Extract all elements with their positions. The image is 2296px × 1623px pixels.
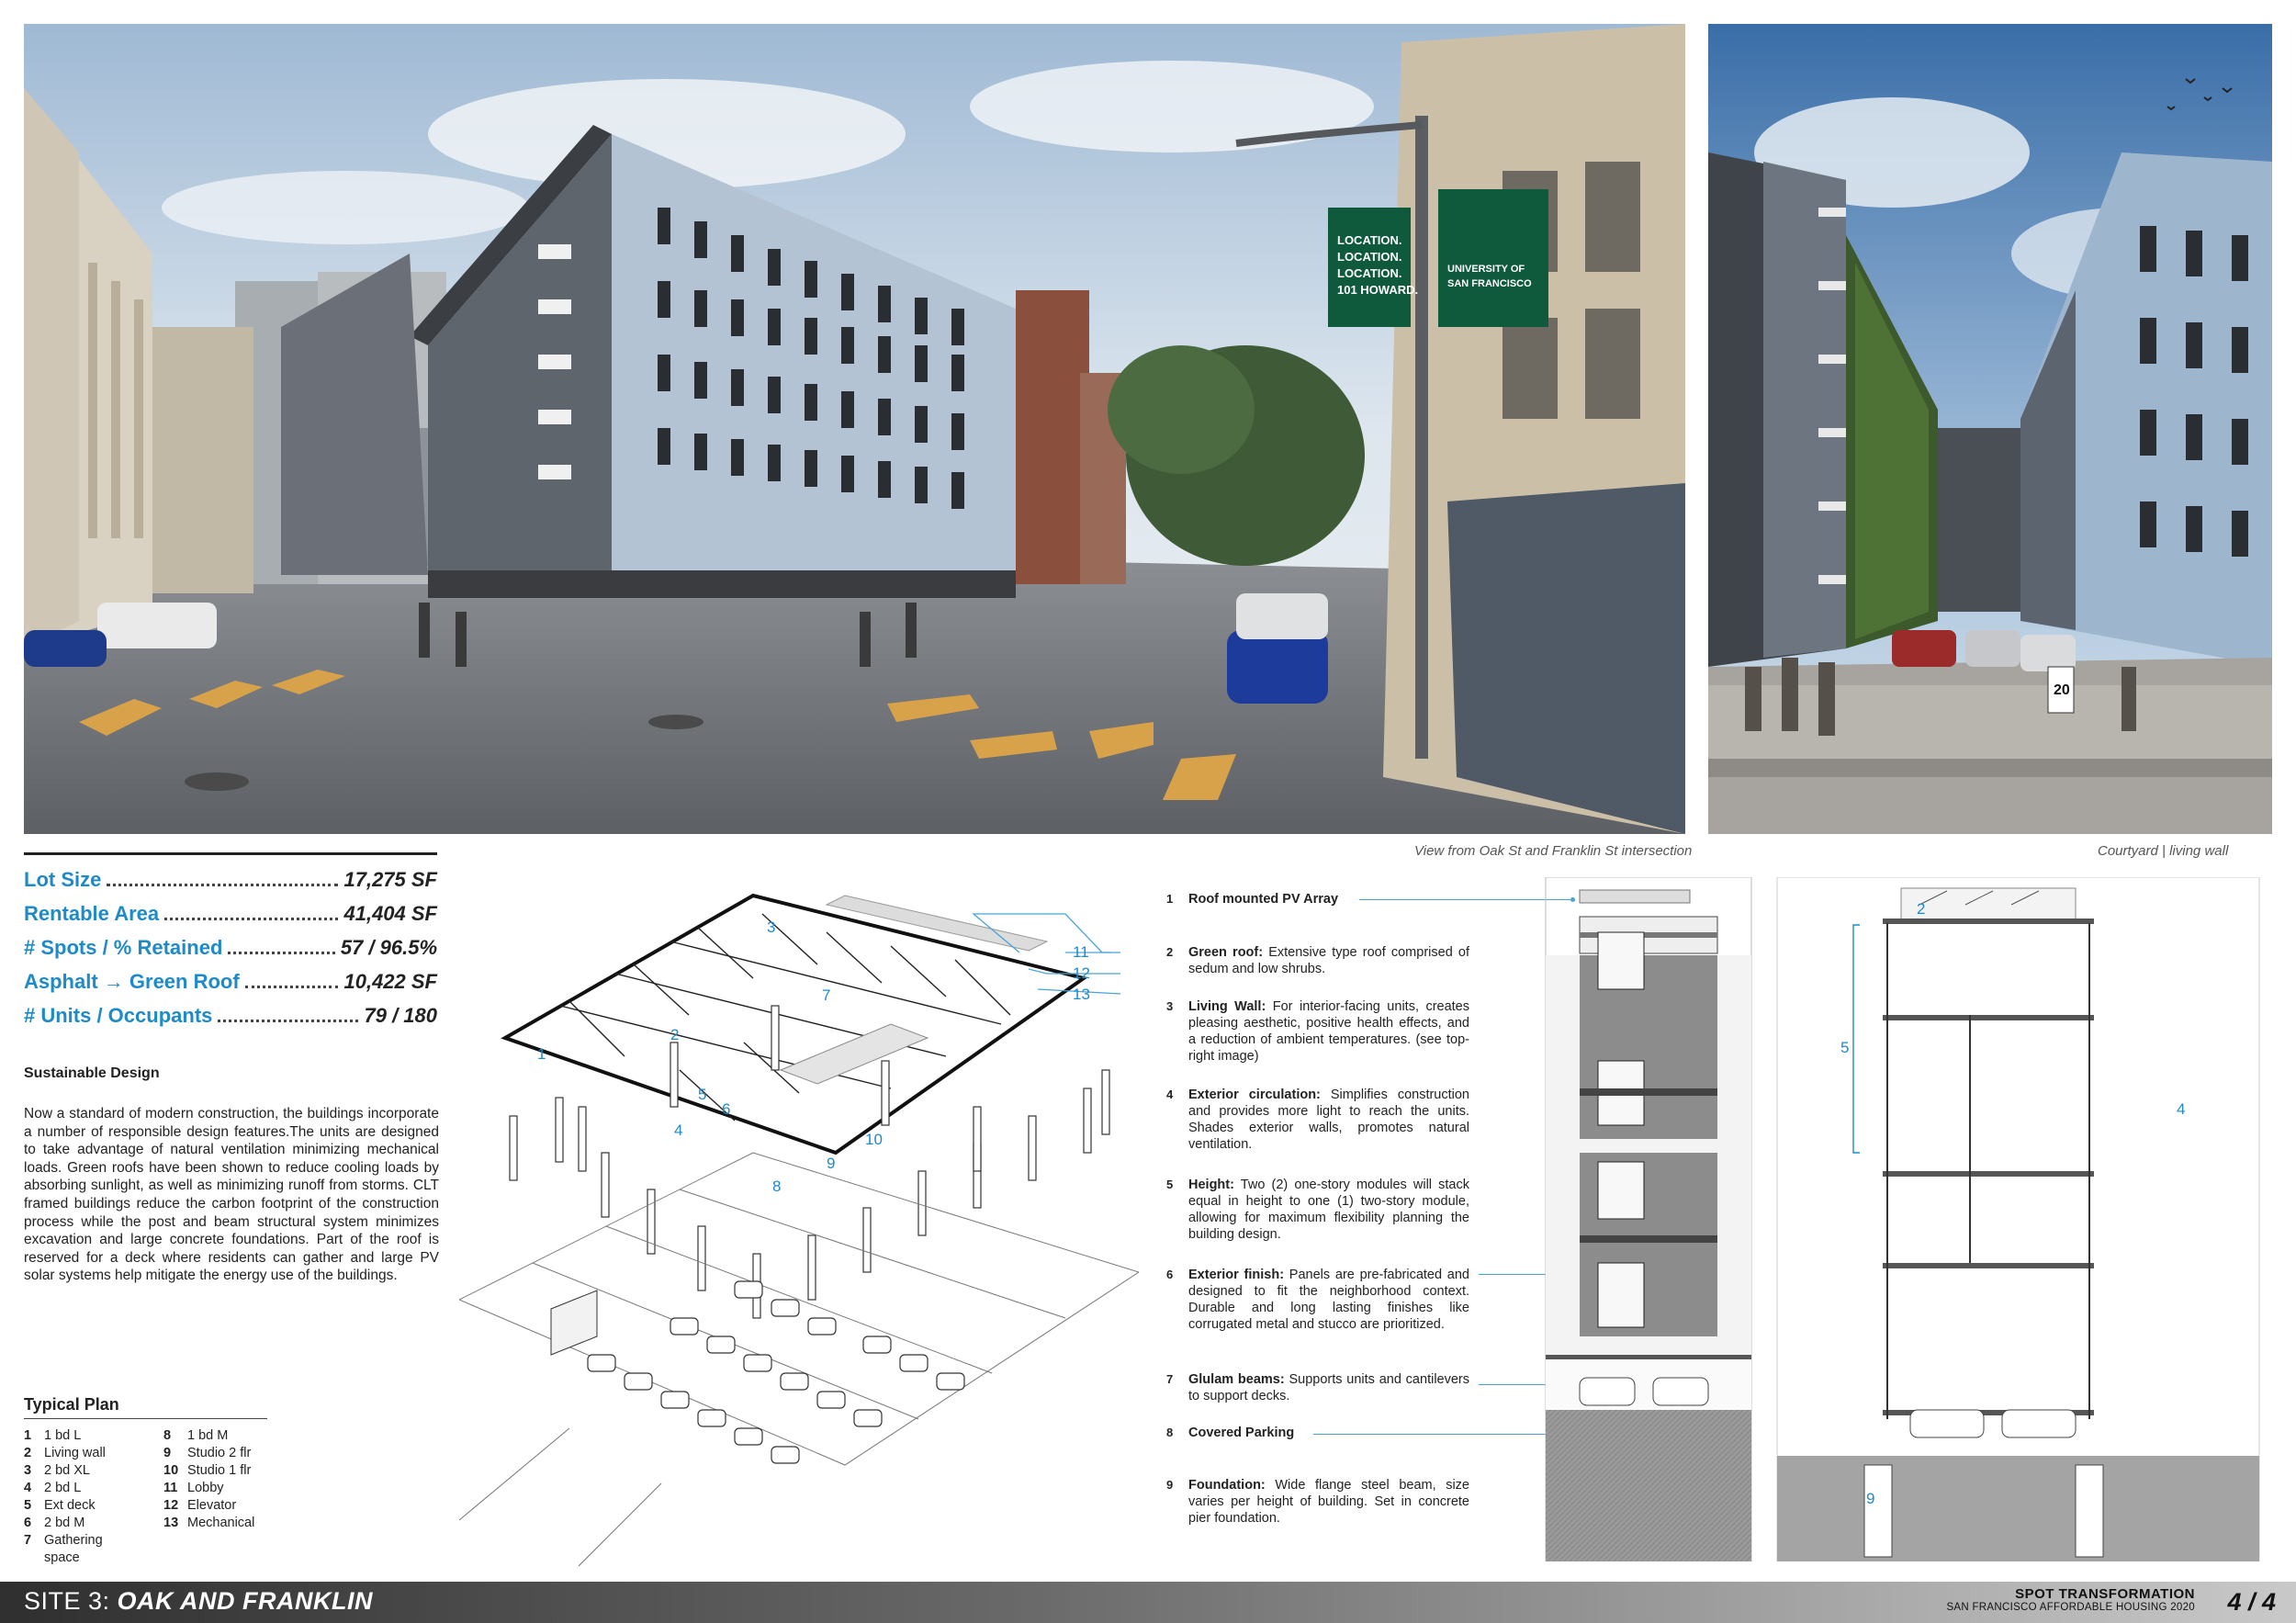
stat-green-roof: [24, 970, 437, 1004]
legend-item: 13 Mechanical: [163, 1516, 255, 1530]
building-section: [1773, 877, 2264, 1561]
legend-item: 6 2 bd M: [24, 1516, 85, 1530]
typical-plan-legend-col2: [163, 1427, 254, 1532]
note-3: 3 Living Wall: For interior-facing units, creates pleasing aesthetic, positive health effects, and a reduction of ambient temperatures. (see top-right image): [1166, 999, 1469, 1064]
street-rendering: [24, 24, 1685, 834]
stat-value: 17,275 SF: [343, 868, 437, 891]
typical-plan-legend-col1: [24, 1427, 106, 1567]
stat-leader-dots: [164, 918, 338, 920]
axon-label-9: 9: [827, 1155, 836, 1172]
street-caption: View from Oak St and Franklin St intersection: [1414, 843, 1693, 859]
axon-label-7: 7: [822, 986, 831, 1004]
stat-value: 41,404 SF: [343, 902, 437, 925]
page-number: 4 / 4: [2227, 1588, 2276, 1616]
section-label-9: 9: [1866, 1490, 1875, 1507]
stat-label: Asphalt → Green Roof: [24, 970, 240, 993]
axon-label-4: 4: [674, 1121, 683, 1139]
axonometric-diagram: [459, 877, 1139, 1575]
stat-label: Rentable Area: [24, 902, 160, 925]
stat-leader-dots: [245, 986, 339, 988]
stat-spots: [24, 936, 437, 970]
legend-item: 10 Studio 1 flr: [163, 1463, 252, 1478]
banner-right-line-2: SAN FRANCISCO: [1447, 278, 1532, 289]
axon-label-11: 11: [1073, 943, 1089, 961]
axon-label-10: 10: [865, 1131, 883, 1148]
stat-leader-dots: [107, 884, 338, 886]
leader-line: [1359, 899, 1572, 900]
legend-item: 1 1 bd L: [24, 1428, 82, 1443]
typical-plan-title: Typical Plan: [24, 1395, 267, 1419]
section-label-5: 5: [1840, 1039, 1850, 1056]
sustainable-design-body: Now a standard of modern construction, the buildings incorporate a number of responsible design features.The units are designed to take advantage of natural ventilation minimizing mechanical loads. Green roofs have been shown to reduce cooling loads by absorbing sunlight, as well as minimizing runoff from storms. CLT framed buildings reduce the carbon footprint of the construction process while the post and beam structural system minimizes excavation and large concrete foundations. Part of the roof is reserved for a deck where residents can gather and large PV solar systems help mitigate the energy use of the buildings.: [24, 1106, 439, 1284]
footer-brand-subtitle: SAN FRANCISCO AFFORDABLE HOUSING 2020: [1946, 1602, 2195, 1613]
stat-value: 10,422 SF: [343, 970, 437, 993]
stat-value: 79 / 180: [364, 1004, 437, 1027]
sustainable-design-title: Sustainable Design: [24, 1065, 160, 1081]
stat-label: # Units / Occupants: [24, 1004, 213, 1027]
footer-brand-title: SPOT TRANSFORMATION: [2015, 1586, 2195, 1602]
note-8: 8 Covered Parking: [1166, 1426, 1295, 1440]
stat-units: [24, 1004, 437, 1038]
banner-left-line-4: 101 HOWARD.: [1337, 283, 1419, 297]
stat-value: 57 / 96.5%: [340, 936, 437, 959]
note-2: 2 Green roof: Extensive type roof comprised of sedum and low shrubs.: [1166, 945, 1469, 976]
stat-label: # Spots / % Retained: [24, 936, 223, 959]
section-label-4: 4: [2177, 1100, 2186, 1118]
banner-right-line-1: UNIVERSITY OF: [1447, 264, 1525, 275]
axon-label-3: 3: [767, 919, 776, 936]
stat-leader-dots: [218, 1020, 358, 1022]
legend-item: 5 Ext deck: [24, 1498, 96, 1513]
axon-label-6: 6: [722, 1100, 731, 1118]
legend-item: 7 Gathering: [24, 1533, 103, 1548]
banner-left-line-1: LOCATION.: [1337, 233, 1402, 247]
courtyard-caption: Courtyard | living wall: [2098, 843, 2229, 859]
footer-brand: [1946, 1586, 2195, 1613]
legend-item: space: [44, 1550, 80, 1565]
legend-item: 9 Studio 2 flr: [163, 1446, 252, 1460]
banner-left-line-2: LOCATION.: [1337, 250, 1402, 264]
banner-left-line-3: LOCATION.: [1337, 266, 1402, 280]
note-9: 9 Foundation: Wide flange steel beam, size varies per height of building. Set in concrete pier foundation.: [1166, 1478, 1469, 1526]
leader-line: [1313, 1434, 1572, 1435]
legend-item: 2 Living wall: [24, 1446, 106, 1460]
legend-item: 4 2 bd L: [24, 1481, 82, 1495]
footer-site-prefix: SITE 3:: [24, 1587, 118, 1615]
project-stats: [24, 852, 437, 1038]
courtyard-rendering: [1708, 24, 2272, 834]
note-4: 4 Exterior circulation: Simplifies construction and provides more light to reach the units. Shades exterior walls, promotes natural ventilation.: [1166, 1088, 1469, 1152]
legend-item: 12 Elevator: [163, 1498, 237, 1513]
stat-leader-dots: [228, 952, 334, 954]
stat-rentable-area: [24, 902, 437, 936]
legend-item: 8 1 bd M: [163, 1428, 229, 1443]
facade-elevation: [1543, 877, 1754, 1561]
axon-label-13: 13: [1073, 986, 1090, 1003]
stat-lot-size: [24, 868, 437, 902]
axon-label-12: 12: [1073, 964, 1090, 982]
axon-label-8: 8: [772, 1178, 782, 1195]
stat-label: Lot Size: [24, 868, 102, 891]
section-label-2: 2: [1917, 900, 1926, 918]
axon-label-5: 5: [698, 1086, 707, 1103]
axon-label-1: 1: [537, 1045, 546, 1063]
legend-item: 3 2 bd XL: [24, 1463, 90, 1478]
footer-site-name: OAK AND FRANKLIN: [117, 1587, 374, 1615]
courtyard-sign-number: 20: [2054, 682, 2070, 698]
note-1: 1 Roof mounted PV Array: [1166, 892, 1339, 907]
note-7: 7 Glulam beams: Supports units and cantilevers to support decks.: [1166, 1372, 1469, 1403]
axon-label-2: 2: [670, 1026, 680, 1043]
footer-bar: [0, 1582, 2296, 1623]
legend-item: 11 Lobby: [163, 1481, 224, 1495]
note-6: 6 Exterior finish: Panels are pre-fabricated and designed to fit the neighborhood context. Durable and long lasting finishes like corrugated metal and stucco are prioritized.: [1166, 1268, 1469, 1332]
footer-site-title: [24, 1587, 373, 1616]
note-5: 5 Height: Two (2) one-story modules will stack equal in height to one (1) two-story module, allowing for maximum flexibility planning the building design.: [1166, 1178, 1469, 1242]
